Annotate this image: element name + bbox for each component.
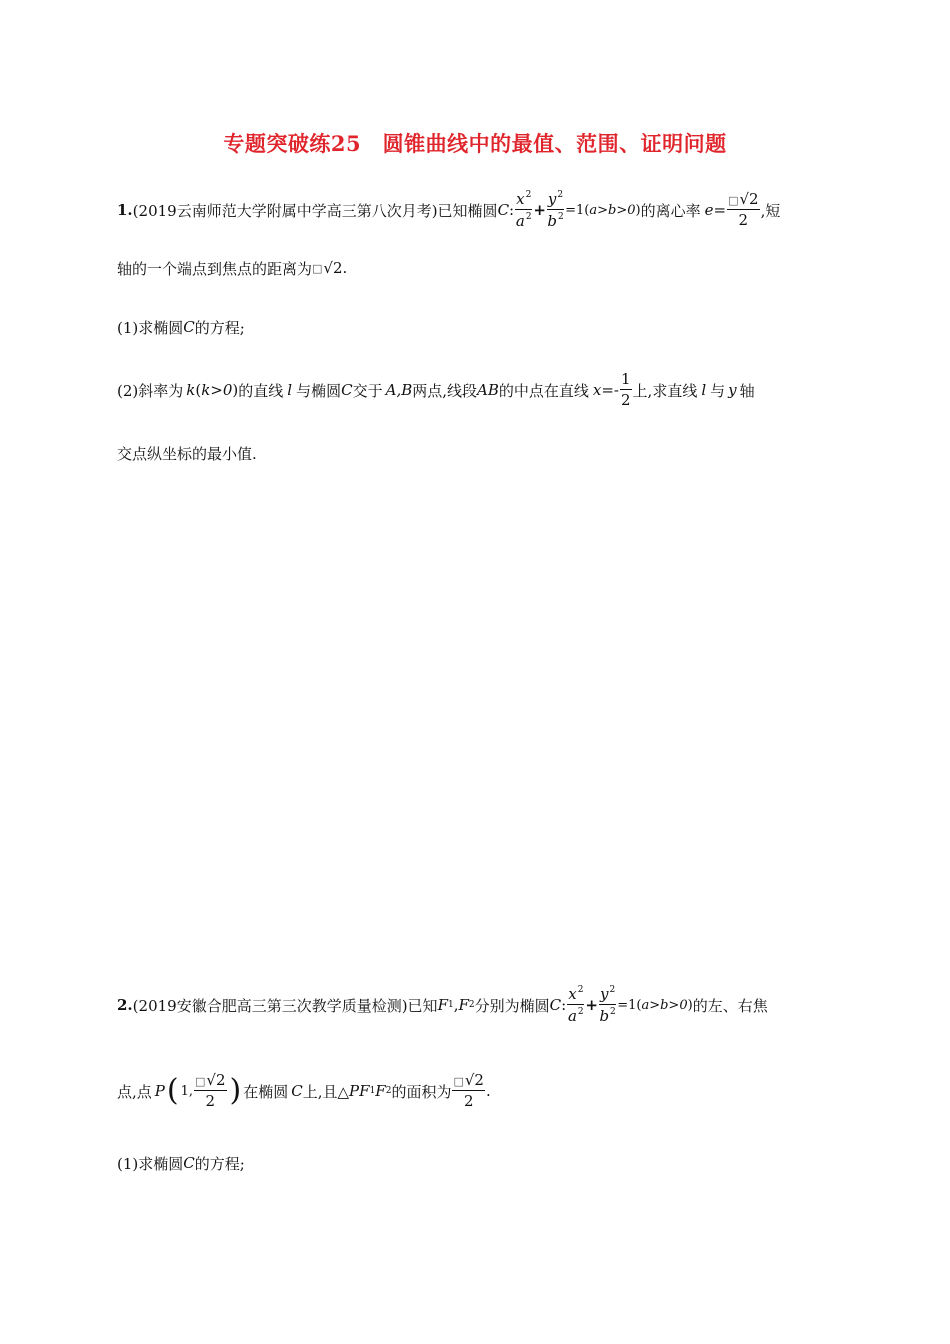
problem-1-question-2: (2)斜率为 k ( k>0 ) 的直线 l 与椭圆 C 交于 A,B 两点,线段 AB 的中点在直线 x=- $\frac{1}{2}$ 上,求直线 l 与 y 轴 — [117, 370, 755, 409]
problem-1-line-5: 交点纵坐标的最小值. — [117, 444, 257, 463]
fraction-sqrt2-over-2: $\frac{□√2}{2}$ — [728, 190, 759, 229]
page-title: 专题突破练25 圆锥曲线中的最值、范围、证明问题 — [223, 131, 727, 156]
fraction-one-half: $\frac{1}{2}$ — [621, 370, 631, 409]
problem-1-source: (2019云南师范大学附属中学高三第八次月考)已知椭圆 — [132, 201, 498, 220]
problem-2-number: 2. — [117, 996, 133, 1014]
problem-1-line-2: 轴的一个端点到焦点的距离为 □ √2 . — [117, 259, 348, 278]
fraction-area: $\frac{□√2}{2}$ — [453, 1071, 484, 1110]
fraction-x2-a2: $\frac{x^2}{a^2}$ — [515, 190, 532, 230]
fraction-y2-b2: $\frac{y^2}{b^2}$ — [547, 190, 564, 230]
problem-1-number: 1. — [117, 201, 133, 219]
fraction-y2-b2-p2: $\frac{y^2}{b^2}$ — [599, 985, 616, 1025]
fraction-p-y-coordinate: $\frac{□√2}{2}$ — [195, 1071, 226, 1110]
problem-2-question-1: (1)求椭圆 C 的方程; — [117, 1154, 245, 1173]
problem-2-source: (2019安徽合肥高三第三次教学质量检测)已知 — [132, 996, 438, 1015]
fraction-x2-a2-p2: $\frac{x^2}{a^2}$ — [567, 985, 584, 1025]
problem-1-question-1: (1)求椭圆 C 的方程; — [117, 318, 245, 337]
problem-1-line-1: 1. (2019云南师范大学附属中学高三第八次月考)已知椭圆 C : $\frac{x^2}{a^2}$ + $\frac{y^2}{b^2}$ =1 ( a>b>0 ) 的离心率 e = $\frac{□√2}{2}$ ,短 — [117, 190, 781, 230]
problem-2-line-2: 点,点 P ( 1, $\frac{□√2}{2}$ ) 在椭圆 C 上,且△ PF 1 F 2 的面积为 $\frac{□√2}{2}$ . — [117, 1071, 491, 1110]
problem-2-line-1: 2. (2019安徽合肥高三第三次教学质量检测)已知 F 1 , F 2 分别为椭圆 C : $\frac{x^2}{a^2}$ + $\frac{y^2}{b^2}$ =1 ( a>b>0 ) 的左、右焦 — [117, 985, 768, 1025]
